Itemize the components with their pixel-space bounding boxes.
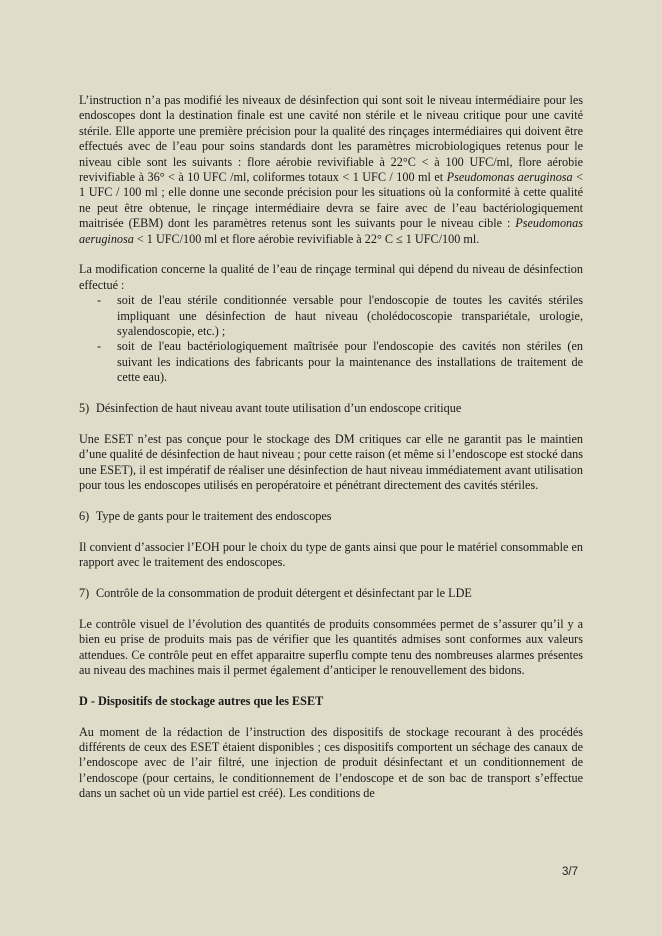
paragraph-rinsing-levels: L’instruction n’a pas modifié les niveaux de désinfection qui sont soit le niveau intermédiaire pour les endoscopes dont la destination finale est une cavité non stérile et le niveau critique pour une cavité stérile. Elle apporte une première précision pour la qualité des rinçages intermédiaires qui doivent être effectués avec de l’eau pour soins standards dont les paramètres microbiologiques retenus pour le niveau cible sont les suivants : flore aérobie revivifiable à 22°C < à 100 UFC/ml, flore aérobie revivifiable à 36° < à 10 UFC /ml, coliformes totaux < 1 UFC / 100 ml et Pseudomonas aeruginosa < 1 UFC / 100 ml ; elle donne une seconde précision pour les situations où la conformité à cette qualité ne peut être obtenue, le rinçage intermédiaire devra se faire avec de l’eau bactériologiquement maitrisée (EBM) dont les paramètres retenus sont les suivants pour le niveau cible : Pseudomonas aeruginosa < 1 UFC/100 ml et flore aérobie revivifiable à 22° C ≤ 1 UFC/100 ml.: [79, 93, 583, 246]
section-heading-5: 5) Désinfection de haut niveau avant toute utilisation d’un endoscope critique: [79, 401, 462, 416]
section-body-5: Une ESET n’est pas conçue pour le stockage des DM critiques car elle ne garantit pas le maintien d’une qualité de désinfection de haut niveau ; pour cette raison (et même si l’endoscope est stocké dans une ESET), il est impératif de réaliser une désinfection de haut niveau immédiatement avant utilisation pour tous les endoscopes utilisés en peropératoire et pénétrant directement des cavités stériles.: [79, 431, 583, 493]
section-heading-d: D - Dispositifs de stockage autres que les ESET: [79, 693, 324, 708]
section-heading-7: 7) Contrôle de la consommation de produit détergent et désinfectant par le LDE: [79, 585, 472, 600]
list-item: - soit de l'eau bactériologiquement maîtrisée pour l'endoscopie des cavités non stériles (en suivant les indications des fabricants pour la maintenance des installations de traitement de cette eau).: [117, 339, 583, 385]
final-rinse-list: [79, 293, 583, 385]
species-name: Pseudomonas aeruginosa: [79, 216, 583, 246]
section-heading-6: 6) Type de gants pour le traitement des endoscopes: [79, 508, 332, 523]
document-page: [79, 93, 583, 802]
species-name: Pseudomonas aeruginosa: [446, 170, 573, 185]
section-body-7: Le contrôle visuel de l’évolution des quantités de produits consommées permet de s’assurer qu’il y a bien eu prise de produits mais pas de vérifier que les quantités admises sont conformes aux valeurs attendues. Ce contrôle peut en effet apparaitre superflu compte tenu des nombreuses alarmes présentes au niveau des machines mais il permet également d’anticiper le renouvellement des bidons.: [79, 616, 583, 677]
paragraph-final-rinse: La modification concerne la qualité de l’eau de rinçage terminal qui dépend du niveau de désinfection effectué :: [79, 262, 583, 292]
page-number: 3/7: [562, 866, 578, 878]
section-body-6: Il convient d’associer l’EOH pour le choix du type de gants ainsi que pour le matériel consommable en rapport avec le traitement des endoscopes.: [79, 539, 583, 570]
section-body-d: Au moment de la rédaction de l’instruction des dispositifs de stockage recourant à des procédés différents de ceux des ESET étaient disponibles ; ces dispositifs comportent un séchage des canaux de l’endoscope avec de l’air filtré, une injection de produit désinfectant et un conditionnement de l’endoscope (pour certains, le conditionnement de l’endoscope et de son bac de transport s’effectue dans un sachet où un vide partiel est créé). Les conditions de: [79, 724, 583, 801]
list-item: - soit de l'eau stérile conditionnée versable pour l'endoscopie de toutes les cavités stériles impliquant une désinfection de haut niveau (cholédocoscopie transpariétale, urologie, syalendoscopie, etc.) ;: [117, 293, 583, 339]
